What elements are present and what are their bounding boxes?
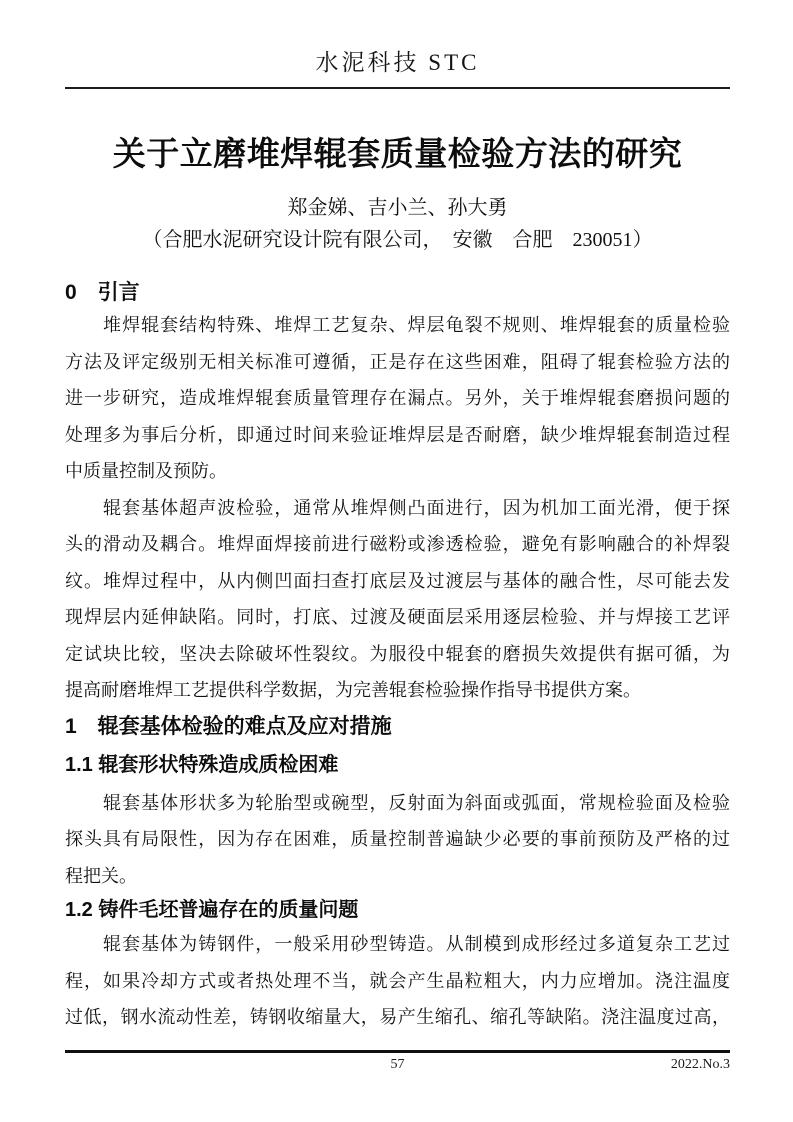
text-line: 定试块比较，坚决去除破坏性裂纹。为服役中辊套的磨损失效提供有据可循，为 [65,643,730,664]
text-line: 堆焊辊套结构特殊、堆焊工艺复杂、焊层龟裂不规则、堆焊辊套的质量检验 [65,315,730,335]
footer-rule [65,1050,730,1053]
text-line: 辊套基体为铸钢件，一般采用砂型铸造。从制模到成形经过多道复杂工艺过 [65,934,730,954]
page-number: 57 [390,1056,405,1072]
text-line: 程，如果冷却方式或者热处理不当，就会产生晶粒粗大，内力应增加。浇注温度 [65,970,730,991]
header-rule [65,87,730,89]
intro-paragraph-1 [65,307,730,490]
section-heading-intro: 0 引言 [65,281,140,304]
intro-paragraph-2 [65,490,730,709]
section-heading-1-2: 1.2 铸件毛坯普遍存在的质量问题 [65,899,359,921]
affiliation-line: （合肥水泥研究设计院有限公司， 安徽 合肥 230051） [142,229,653,251]
section-heading-1: 1 辊套基体检验的难点及应对措施 [65,714,392,738]
text-line: 辊套基体形状多为轮胎型或碗型，反射面为斜面或弧面，常规检验面及检验 [65,792,730,813]
page-footer [65,1057,730,1077]
section-heading-1-1: 1.1 辊套形状特殊造成质检困难 [65,753,339,776]
text-line: 过低，钢水流动性差，铸钢收缩量大，易产生缩孔、缩孔等缺陷。浇注温度过高， [65,1007,730,1027]
issue-label: 2022.No.3 [670,1056,730,1072]
text-line: 处理多为事后分析，即通过时间来验证堆焊层是否耐磨，缺少堆焊辊套制造过程 [65,424,730,445]
text-line: 程把关。 [65,865,137,886]
text-line: 辊套基体超声波检验，通常从堆焊侧凸面进行，因为机加工面光滑，便于探 [65,497,730,518]
paper-title: 关于立磨堆焊辊套质量检验方法的研究 [112,135,683,172]
text-line: 进一步研究，造成堆焊辊套质量管理存在漏点。另外，关于堆焊辊套磨损问题的 [65,388,730,408]
text-line: 现焊层内延伸缺陷。同时，打底、过渡及硬面层采用逐层检验、并与焊接工艺评 [65,607,730,627]
text-line: 中质量控制及预防。 [65,461,227,481]
text-line: 头的滑动及耦合。堆焊面焊接前进行磁粉或渗透检验，避免有影响融合的补焊裂 [65,534,730,554]
text-line: 方法及评定级别无相关标准可遵循，正是存在这些困难，阻碍了辊套检验方法的 [65,351,730,372]
text-line: 纹。堆焊过程中，从内侧凹面扫查打底层及过渡层与基体的融合性，尽可能去发 [65,570,730,591]
text-line: 提高耐磨堆焊工艺提供科学数据，为完善辊套检验操作指导书提供方案。 [65,680,641,700]
journal-header: 水泥科技 STC [315,50,480,75]
section-1-2-paragraph [65,926,730,1036]
authors-line: 郑金娣、吉小兰、孙大勇 [287,197,508,219]
section-1-1-paragraph [65,785,730,895]
text-line: 探头具有局限性，因为存在困难，质量控制普遍缺少必要的事前预防及严格的过 [65,829,730,849]
